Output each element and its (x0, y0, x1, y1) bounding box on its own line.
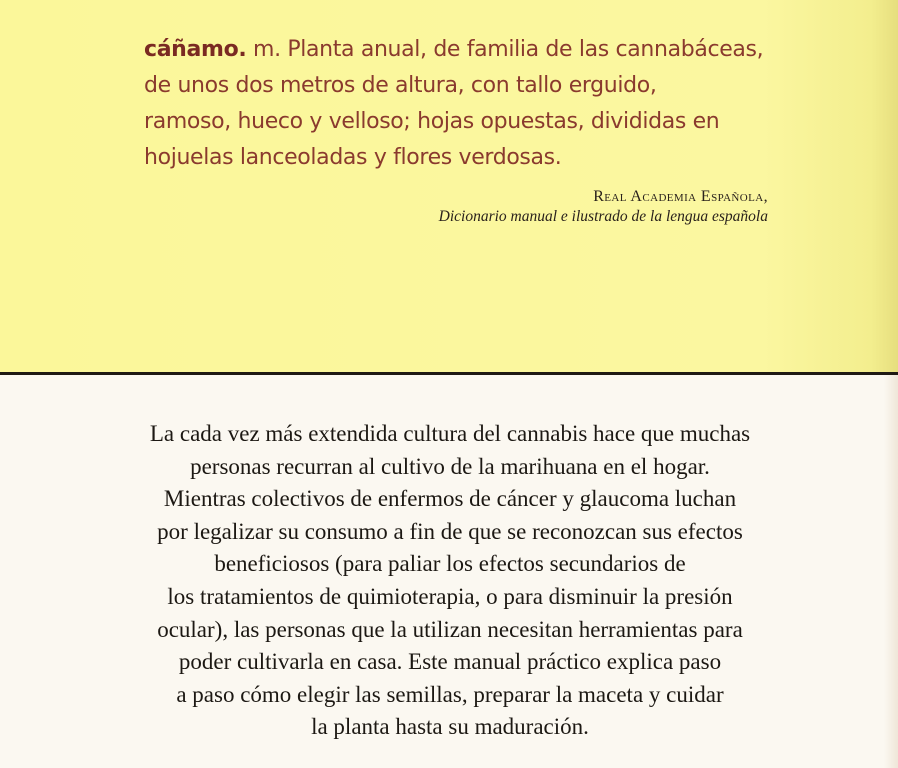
blurb-line: la planta hasta su maduración. (311, 714, 589, 740)
definition-line: ramoso, hueco y velloso; hojas opuestas, divididas en (144, 109, 720, 134)
blurb-line: a paso cómo elegir las semillas, preparar la maceta y cuidar (176, 681, 724, 707)
dictionary-citation (439, 187, 768, 227)
back-cover-blurb (60, 418, 840, 744)
definition-line: de unos dos metros de altura, con tallo erguido, (144, 73, 657, 98)
page-edge-shadow (884, 375, 898, 768)
blurb-line: por legalizar su consumo a fin de que se reconozcan sus efectos (157, 518, 743, 544)
blurb-line: Mientras colectivos de enfermos de cáncer y glaucoma luchan (163, 486, 737, 512)
blurb-line: los tratamientos de quimioterapia, o para disminuir la presión (167, 583, 733, 609)
definition-line: hojuelas lanceoladas y flores verdosas. (144, 145, 562, 170)
panel-divider (0, 372, 898, 375)
blurb-line: poder cultivarla en casa. Este manual práctico explica paso (178, 649, 722, 675)
blurb-line: ocular), las personas que la utilizan necesitan herramientas para (157, 616, 743, 642)
citation-author: Real Academia Española, (593, 188, 768, 205)
blurb-line: La cada vez más extendida cultura del cannabis hace que muchas (149, 421, 751, 446)
citation-work-title: Dicionario manual e ilustrado de la lengua española (438, 208, 768, 225)
definition-line: m. Planta anual, de familia de las cannabáceas, (253, 37, 764, 62)
blurb-line: personas recurran al cultivo de la marihuana en el hogar. (190, 453, 710, 479)
blurb-line: beneficiosos (para paliar los efectos secundarios de (214, 551, 686, 577)
dictionary-definition (144, 32, 804, 176)
definition-headword: cáñamo. (144, 37, 247, 62)
